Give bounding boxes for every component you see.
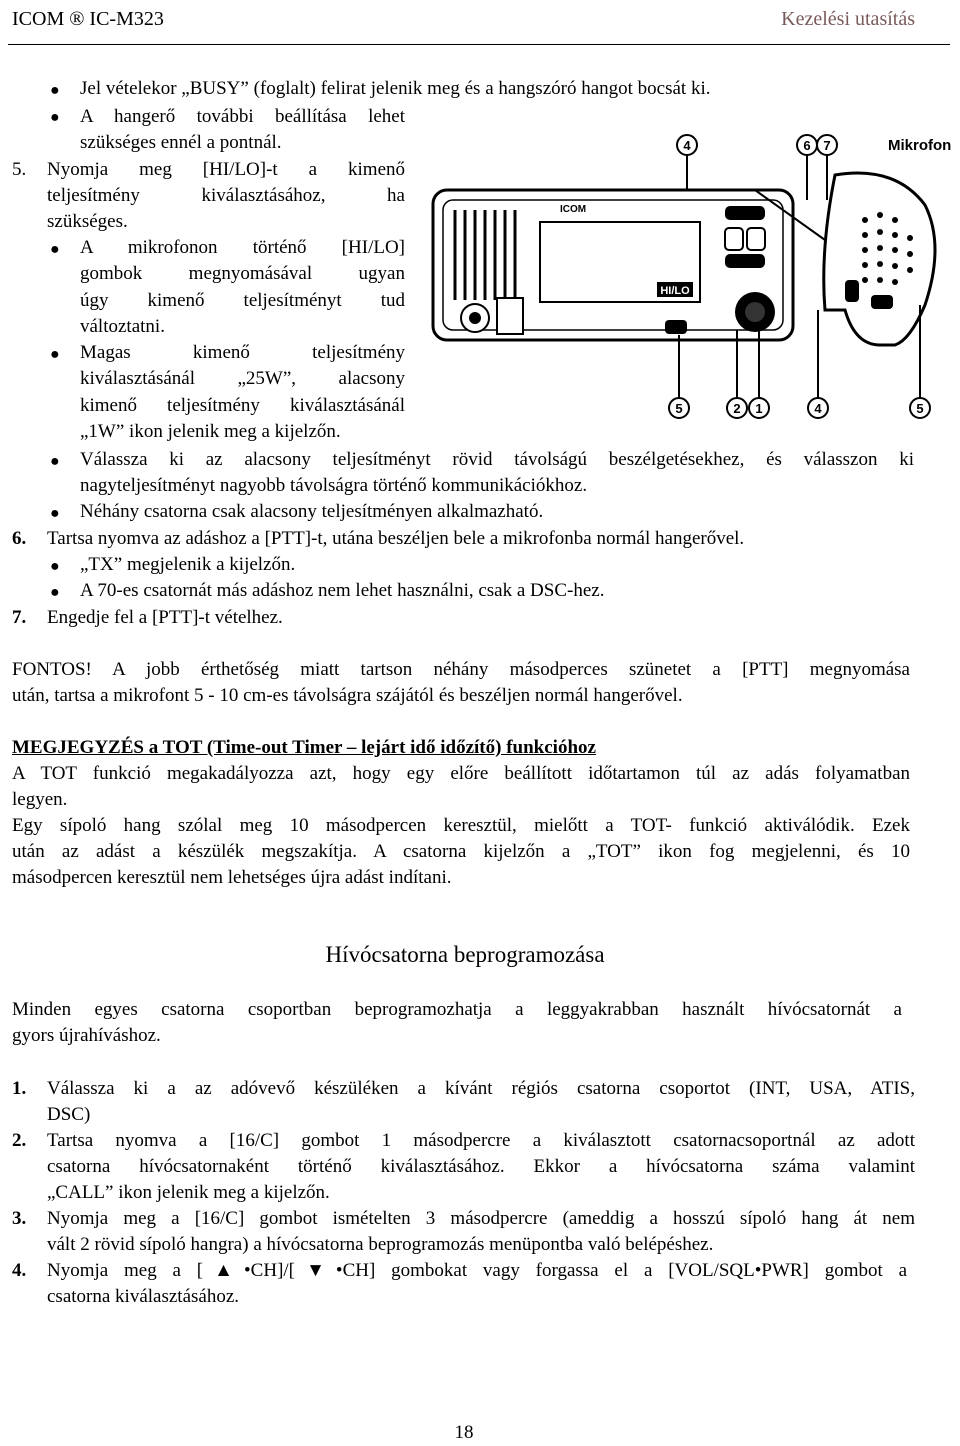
svg-text:ICOM: ICOM <box>560 204 587 215</box>
svg-text:5: 5 <box>916 401 924 416</box>
svg-text:7: 7 <box>823 138 831 153</box>
intro-line-2: gyors újrahíváshoz. <box>12 1025 161 1046</box>
intro-line-1: Minden egyes csatorna csoportban beprogramozhatja a leggyakrabban használt hívócsatornát a <box>12 999 902 1020</box>
line-ch70: A 70-es csatornát más adáshoz nem lehet használni, csak a DSC-hez. <box>80 580 605 601</box>
step-5-num: 5. <box>12 159 27 180</box>
svg-text:4: 4 <box>683 138 691 153</box>
svg-text:6: 6 <box>803 138 811 153</box>
note-title: MEGJEGYZÉS a TOT (Time-out Timer – lejárt idő időzítő) funkcióhoz <box>12 737 596 758</box>
line-some-channels: Néhány csatorna csak alacsony teljesítményen alkalmazható. <box>80 501 544 522</box>
section-title: Hívócsatorna beprogramozása <box>325 942 605 967</box>
display-hilo: HI/LO <box>660 285 690 297</box>
item-3-a: Nyomja meg a [16/C] gombot ismételten 3 másodpercre (ameddig a hosszú sípoló hang át nem <box>47 1208 915 1229</box>
page-number: 18 <box>454 1422 474 1443</box>
svg-text:4: 4 <box>814 401 822 416</box>
line-tx: „TX” megjelenik a kijelzőn. <box>80 554 296 575</box>
note-line-3: Egy sípoló hang szólal meg 10 másodpercen keresztül, mielőtt a TOT- funkció aktiválódik. Ezek <box>12 815 910 836</box>
step-5-a: Nyomja meg [HI/LO]-t a kimenő <box>47 159 405 180</box>
line-high-a: Magas kimenő teljesítmény <box>80 342 405 363</box>
note-line-5: másodpercen keresztül nem lehetséges újra adást indítani. <box>12 867 452 888</box>
callout-bottom-1 <box>749 330 769 418</box>
bullet-4: ● <box>50 346 60 363</box>
line-high-d: „1W” ikon jelenik meg a kijelzőn. <box>80 421 341 442</box>
step-5-c: szükséges. <box>47 211 128 232</box>
radio-body <box>433 190 793 340</box>
svg-text:2: 2 <box>733 401 741 416</box>
bullet-7: ● <box>50 558 60 575</box>
line-volume-b: szükséges ennél a pontnál. <box>80 132 282 153</box>
header-left: ICOM ® IC-M323 <box>12 8 164 30</box>
note-line-4: után az adást a készülék megszakítja. A csatorna kijelzőn a „TOT” ikon fog megjelenni, és 10 <box>12 841 910 862</box>
callout-bottom-2 <box>727 330 747 418</box>
step-7-text: Engedje fel a [PTT]-t vételhez. <box>47 607 283 628</box>
bullet-2: ● <box>50 109 60 126</box>
header-rule <box>8 44 950 45</box>
item-2-c: „CALL” ikon jelenik meg a kijelzőn. <box>47 1182 330 1203</box>
note-line-1: A TOT funkció megakadályozza azt, hogy egy előre beállított időtartamon túl az adás folyamatban <box>12 763 910 784</box>
callout-top-7 <box>817 135 837 155</box>
mic-label: Mikrofon <box>888 137 952 154</box>
radio-microphone-figure <box>425 130 960 425</box>
line-busy: Jel vételekor „BUSY” (foglalt) felirat jelenik meg és a hangszóró hangot bocsát ki. <box>80 78 711 99</box>
item-4-a: Nyomja meg a [▲•CH]/[▼•CH] gombokat vagy forgassa el a [VOL/SQL•PWR] gombot a <box>47 1260 907 1281</box>
item-2-b: csatorna hívócsatornaként történő kiválasztásához. Ekkor a hívócsatorna száma valamint <box>47 1156 915 1177</box>
item-1-num: 1. <box>12 1078 27 1099</box>
step-5-b: teljesítmény kiválasztásához, ha <box>47 185 405 206</box>
item-1-b: DSC) <box>47 1104 91 1125</box>
item-4-b: csatorna kiválasztásához. <box>47 1286 240 1307</box>
line-high-c: kimenő teljesítmény kiválasztásánál <box>80 395 405 416</box>
line-mic-d: változtatni. <box>80 316 165 337</box>
important-line-2: után, tartsa a mikrofont 5 - 10 cm-es távolságra szájától és beszéljen normál hangerővel. <box>12 685 683 706</box>
item-2-a: Tartsa nyomva a [16/C] gombot 1 másodpercre a kiválasztott csatornacsoportnál az adott <box>47 1130 915 1151</box>
line-low-a: Válassza ki az alacsony teljesítményt rövid távolságú beszélgetésekhez, és válasszon ki <box>80 449 914 470</box>
bullet-5: ● <box>50 453 60 470</box>
important-line-1: FONTOS! A jobb érthetőség miatt tartson néhány másodperces szünetet a [PTT] megnyomása <box>12 659 910 680</box>
bullet-6: ● <box>50 505 60 522</box>
step-6-text: Tartsa nyomva az adáshoz a [PTT]-t, utána beszéljen bele a mikrofonba normál hangerővel. <box>47 528 745 549</box>
callout-bottom-5a <box>669 335 689 418</box>
line-volume-a: A hangerő további beállítása lehet <box>80 106 405 127</box>
item-3-b: vált 2 rövid sípoló hangra) a hívócsatorna beprogramozás menüpontba való belépéshez. <box>47 1234 714 1255</box>
item-3-num: 3. <box>12 1208 27 1229</box>
header-right: Kezelési utasítás <box>781 8 915 30</box>
note-line-2: legyen. <box>12 789 68 810</box>
item-2-num: 2. <box>12 1130 27 1151</box>
callout-bottom-4 <box>808 310 828 418</box>
bullet-8: ● <box>50 584 60 601</box>
item-4-num: 4. <box>12 1260 27 1281</box>
item-1-a: Válassza ki a az adóvevő készüléken a kívánt régiós csatorna csoportot (INT, USA, ATIS, <box>47 1078 915 1099</box>
svg-text:5: 5 <box>675 401 683 416</box>
line-low-b: nagyteljesítményt nagyobb távolságra történő kommunikációkhoz. <box>80 475 588 496</box>
line-mic-a: A mikrofonon történő [HI/LO] <box>80 237 405 258</box>
line-high-b: kiválasztásánál „25W”, alacsony <box>80 368 405 389</box>
bullet-3: ● <box>50 241 60 258</box>
callout-top-6 <box>797 135 817 155</box>
step-6-num: 6. <box>12 528 27 549</box>
bullet-1: ● <box>50 82 60 99</box>
line-mic-b: gombok megnyomásával ugyan <box>80 263 405 284</box>
line-mic-c: úgy kimenő teljesítményt tud <box>80 290 405 311</box>
svg-text:1: 1 <box>755 401 763 416</box>
step-7-num: 7. <box>12 607 27 628</box>
